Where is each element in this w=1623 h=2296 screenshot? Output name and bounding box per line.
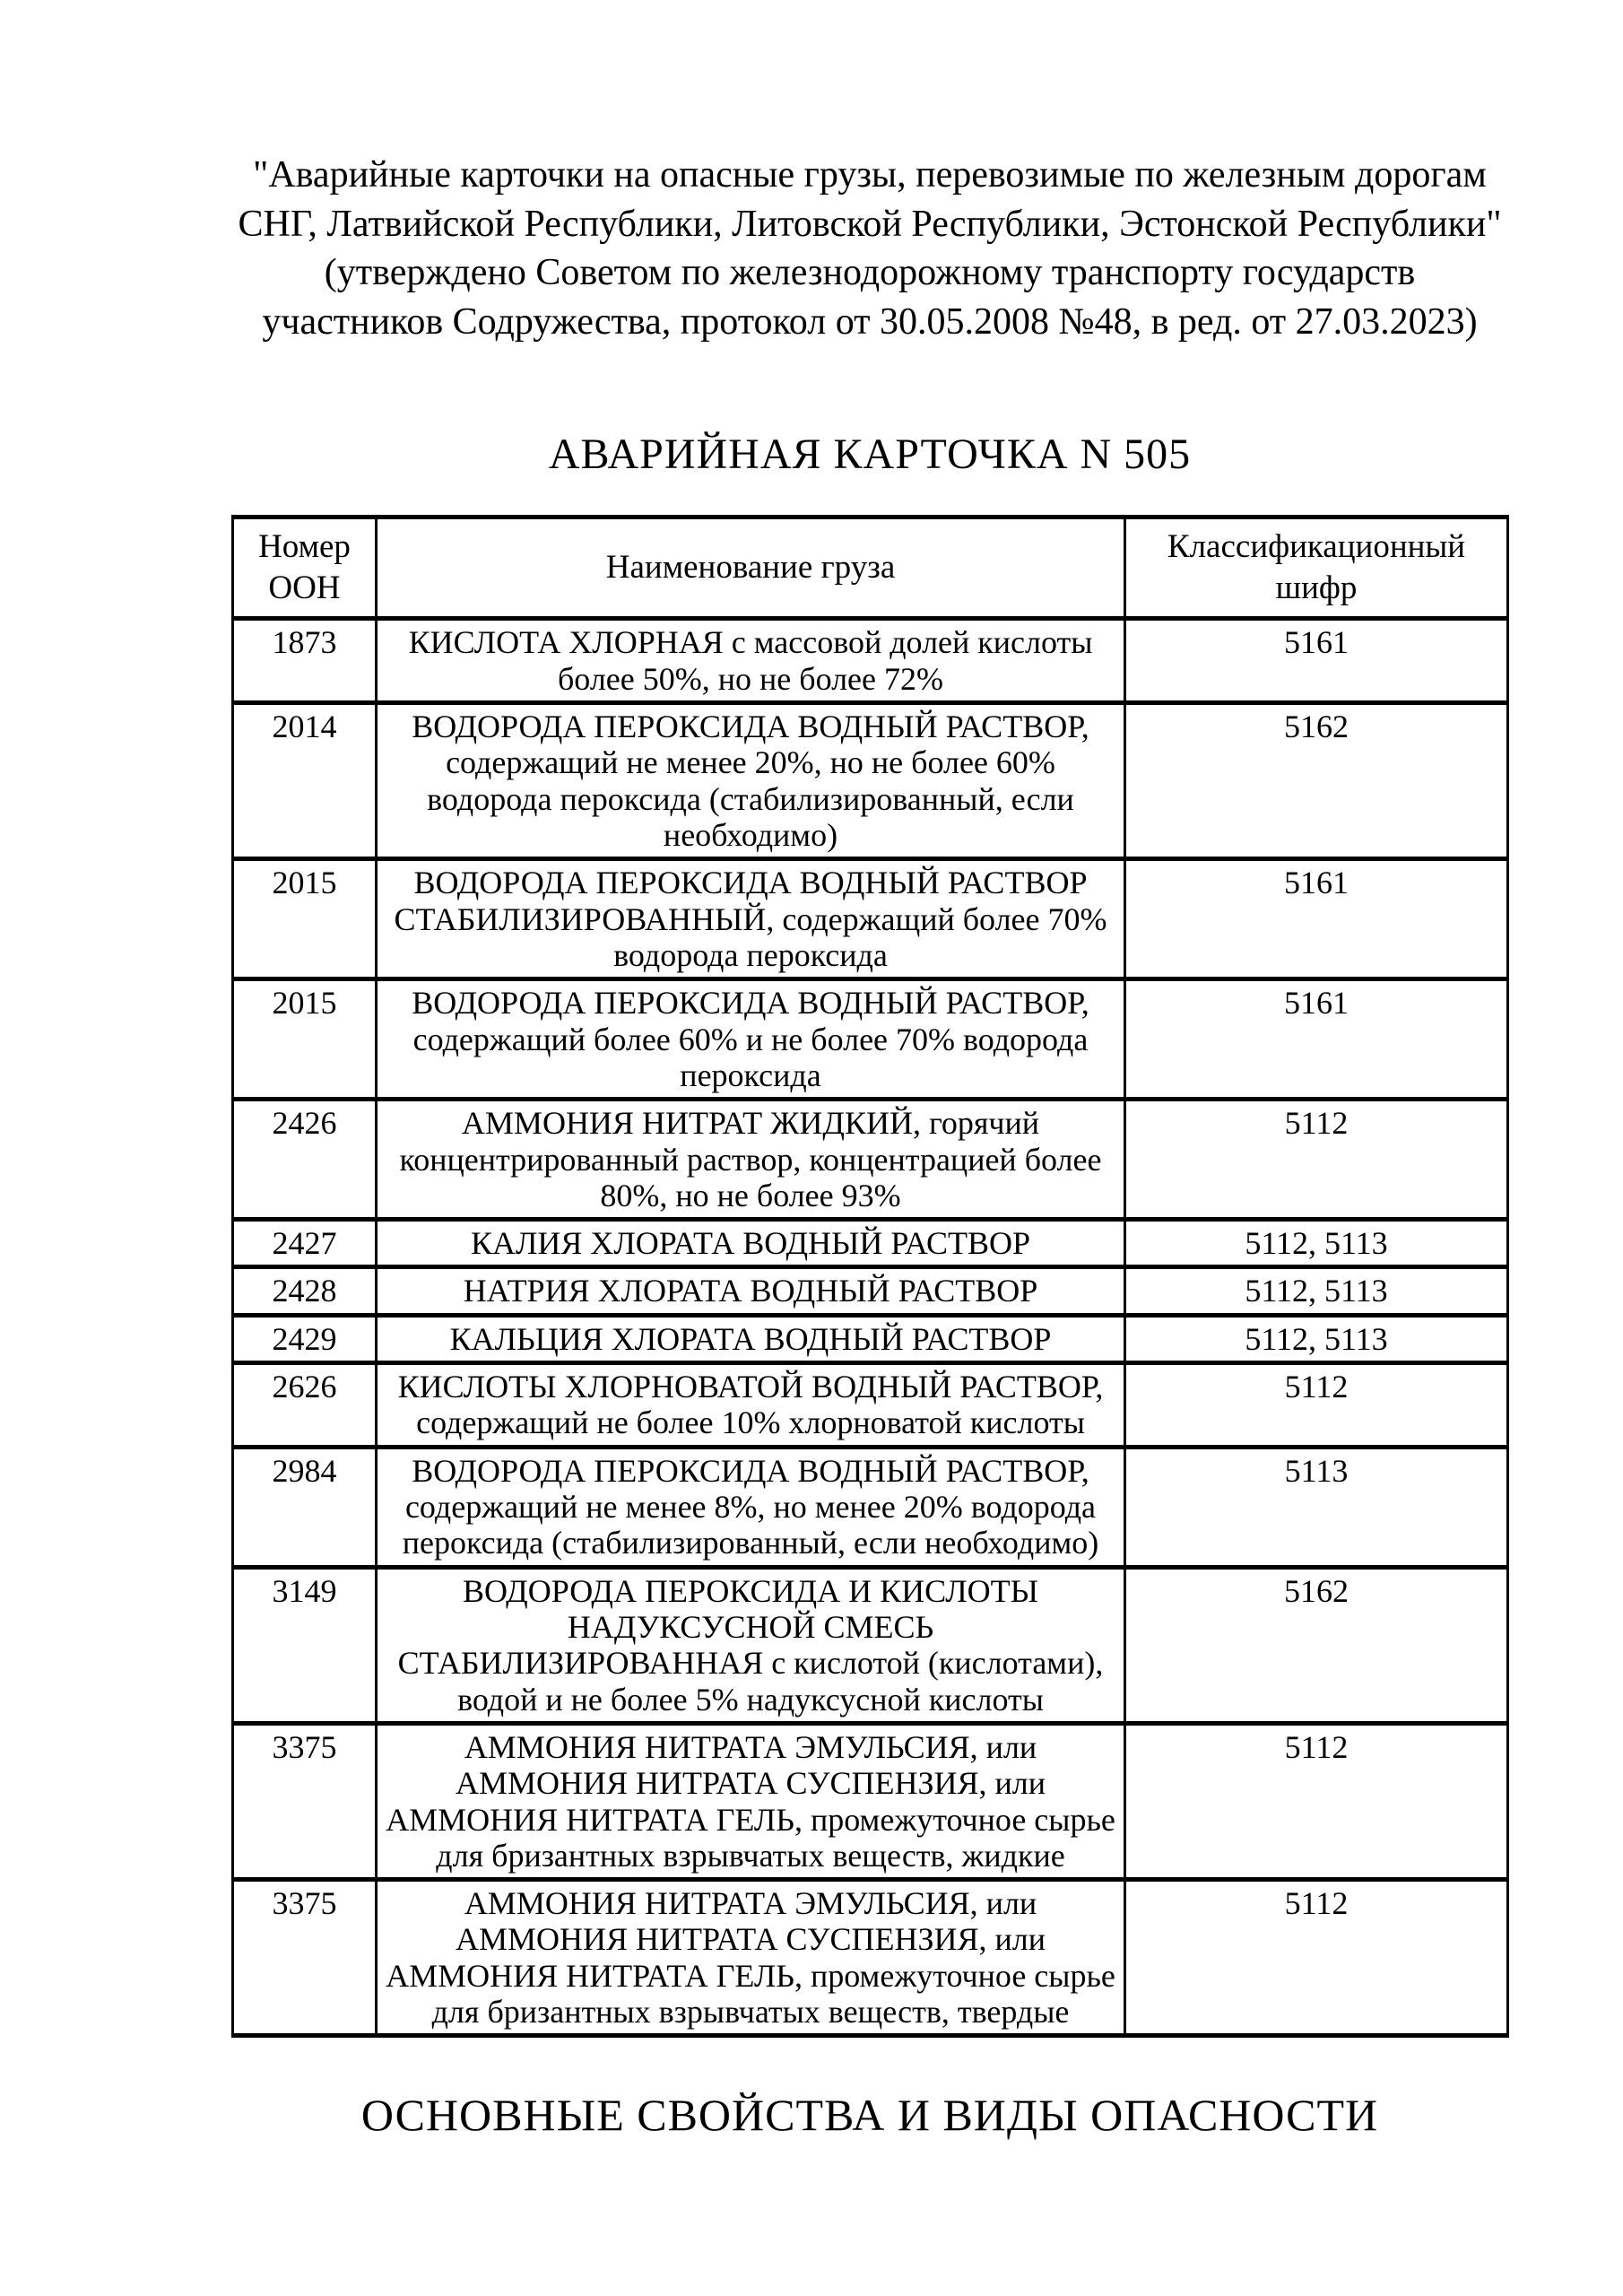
table-row xyxy=(233,979,1508,1100)
classification-code-cell: 5112 xyxy=(1125,1363,1508,1448)
table-row xyxy=(233,1447,1508,1567)
table-row xyxy=(233,1880,1508,2036)
classification-code-cell: 5162 xyxy=(1125,703,1508,859)
classification-code-cell: 5112 xyxy=(1125,1100,1508,1220)
cargo-name-cell: ВОДОРОДА ПЕРОКСИДА ВОДНЫЙ РАСТВОР, содержащий не менее 20%, но не более 60% водорода пероксида (стабилизированный, если необходимо) xyxy=(377,703,1125,859)
cargo-name-cell: ВОДОРОДА ПЕРОКСИДА ВОДНЫЙ РАСТВОР СТАБИЛИЗИРОВАННЫЙ, содержащий более 70% водорода пероксида xyxy=(377,859,1125,979)
un-number-cell: 3375 xyxy=(233,1880,377,2036)
un-number-cell: 2015 xyxy=(233,979,377,1100)
column-header-cargo-name: Наименование груза xyxy=(377,517,1125,619)
cargo-name-cell: КИСЛОТЫ ХЛОРНОВАТОЙ ВОДНЫЙ РАСТВОР, содержащий не более 10% хлорноватой кислоты xyxy=(377,1363,1125,1448)
classification-code-cell: 5161 xyxy=(1125,619,1508,703)
cargo-name-cell: КИСЛОТА ХЛОРНАЯ с массовой долей кислоты более 50%, но не более 72% xyxy=(377,619,1125,703)
cargo-table xyxy=(231,515,1509,2038)
classification-code-cell: 5112 xyxy=(1125,1723,1508,1879)
cargo-name-cell: КАЛЬЦИЯ ХЛОРАТА ВОДНЫЙ РАСТВОР xyxy=(377,1315,1125,1362)
un-number-cell: 1873 xyxy=(233,619,377,703)
un-number-cell: 2984 xyxy=(233,1447,377,1567)
un-number-cell: 2428 xyxy=(233,1267,377,1315)
column-header-un-number: Номер ООН xyxy=(233,517,377,619)
cargo-name-cell: КАЛИЯ ХЛОРАТА ВОДНЫЙ РАСТВОР xyxy=(377,1220,1125,1267)
un-number-cell: 2427 xyxy=(233,1220,377,1267)
table-row xyxy=(233,619,1508,703)
table-row xyxy=(233,1567,1508,1723)
cargo-name-cell: АММОНИЯ НИТРАТА ЭМУЛЬСИЯ, или АММОНИЯ НИТРАТА СУСПЕНЗИЯ, или АММОНИЯ НИТРАТА ГЕЛЬ, промежуточное сырье для бризантных взрывчатых веществ, жидкие xyxy=(377,1723,1125,1879)
table-row xyxy=(233,1267,1508,1315)
table-row xyxy=(233,1315,1508,1362)
table-row xyxy=(233,703,1508,859)
classification-code-cell: 5161 xyxy=(1125,979,1508,1100)
preamble xyxy=(231,151,1508,346)
card-title: АВАРИЙНАЯ КАРТОЧКА N 505 xyxy=(548,430,1192,479)
table-row xyxy=(233,1220,1508,1267)
un-number-cell: 2014 xyxy=(233,703,377,859)
classification-code-cell: 5112 xyxy=(1125,1880,1508,2036)
classification-code-cell: 5162 xyxy=(1125,1567,1508,1723)
un-number-cell: 3375 xyxy=(233,1723,377,1879)
classification-code-cell: 5112, 5113 xyxy=(1125,1220,1508,1267)
cargo-name-cell: НАТРИЯ ХЛОРАТА ВОДНЫЙ РАСТВОР xyxy=(377,1267,1125,1315)
table-row xyxy=(233,859,1508,979)
cargo-name-cell: ВОДОРОДА ПЕРОКСИДА ВОДНЫЙ РАСТВОР, содержащий более 60% и не более 70% водорода пероксида xyxy=(377,979,1125,1100)
column-header-classification-code: Классификационный шифр xyxy=(1125,517,1508,619)
cargo-name-cell: ВОДОРОДА ПЕРОКСИДА И КИСЛОТЫ НАДУКСУСНОЙ СМЕСЬ СТАБИЛИЗИРОВАННАЯ с кислотой (кислотами), водой и не более 5% надуксусной кислоты xyxy=(377,1567,1125,1723)
classification-code-cell: 5112, 5113 xyxy=(1125,1315,1508,1362)
un-number-cell: 3149 xyxy=(233,1567,377,1723)
un-number-cell: 2426 xyxy=(233,1100,377,1220)
classification-code-cell: 5113 xyxy=(1125,1447,1508,1567)
table-row xyxy=(233,1100,1508,1220)
classification-code-cell: 5161 xyxy=(1125,859,1508,979)
cargo-table-body xyxy=(233,619,1508,2036)
un-number-cell: 2429 xyxy=(233,1315,377,1362)
table-row xyxy=(233,1723,1508,1879)
footer-heading: ОСНОВНЫЕ СВОЙСТВА И ВИДЫ ОПАСНОСТИ xyxy=(360,2090,1379,2141)
cargo-name-cell: АММОНИЯ НИТРАТ ЖИДКИЙ, горячий концентрированный раствор, концентрацией более 80%, но не более 93% xyxy=(377,1100,1125,1220)
cargo-name-cell: АММОНИЯ НИТРАТА ЭМУЛЬСИЯ, или АММОНИЯ НИТРАТА СУСПЕНЗИЯ, или АММОНИЯ НИТРАТА ГЕЛЬ, промежуточное сырье для бризантных взрывчатых веществ, твердые xyxy=(377,1880,1125,2036)
preamble-approval: (утверждено Советом по железнодорожному транспорту государств участников Содружества, протокол от 30.05.2008 №48, в ред. от 27.03.2023) xyxy=(262,252,1478,343)
classification-code-cell: 5112, 5113 xyxy=(1125,1267,1508,1315)
cargo-name-cell: ВОДОРОДА ПЕРОКСИДА ВОДНЫЙ РАСТВОР, содержащий не менее 8%, но менее 20% водорода пероксида (стабилизированный, если необходимо) xyxy=(377,1447,1125,1567)
table-row xyxy=(233,1363,1508,1448)
header-row xyxy=(233,517,1508,619)
un-number-cell: 2015 xyxy=(233,859,377,979)
preamble-quote: "Аварийные карточки на опасные грузы, перевозимые по железным дорогам СНГ, Латвийской Республики, Литовской Республики, Эстонской Республики" xyxy=(238,154,1502,245)
un-number-cell: 2626 xyxy=(233,1363,377,1448)
